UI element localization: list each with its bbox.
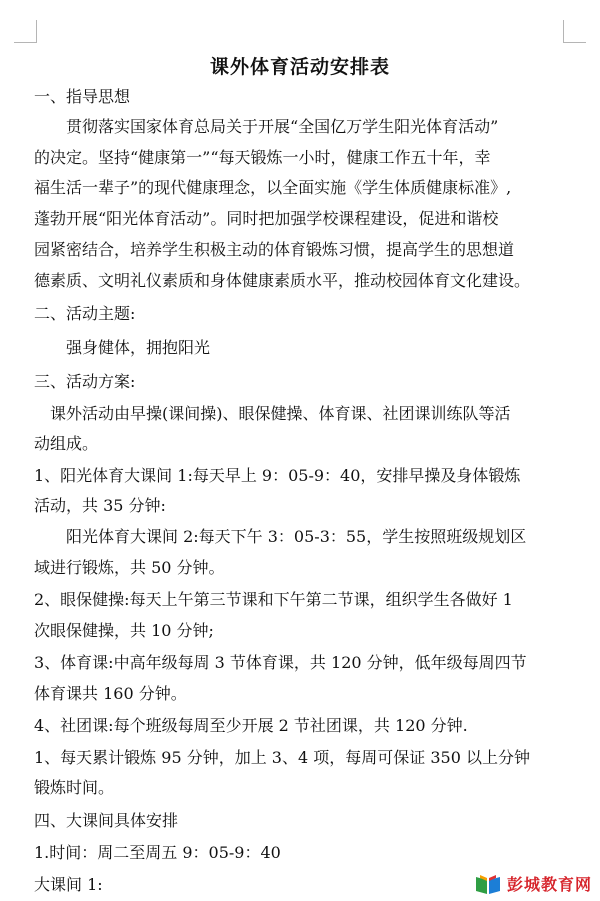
open-book-logo-icon bbox=[475, 873, 501, 895]
theme-text: 强身健体，拥抱阳光 bbox=[66, 338, 211, 357]
paragraph-line: 园紧密结合，培养学生积极主动的体育锻炼习惯，提高学生的思想道 bbox=[34, 240, 515, 259]
list-item-continuation: 活动，共 35 分钟: bbox=[34, 496, 166, 515]
section-heading: 三、活动方案: bbox=[34, 372, 136, 391]
paragraph-line: 动组成。 bbox=[34, 434, 99, 453]
list-item: 阳光体育大课间 2:每天下午 3：05-3：55，学生按照班级规划区 bbox=[66, 527, 527, 546]
page-corner-mark-top-left bbox=[14, 20, 37, 43]
schedule-label: 大课间 1: bbox=[34, 875, 103, 894]
list-item: 3、体育课:中高年级每周 3 节体育课，共 120 分钟，低年级每周四节 bbox=[34, 653, 527, 672]
paragraph-line: 贯彻落实国家体育总局关于开展“全国亿万学生阳光体育活动” bbox=[66, 117, 499, 136]
schedule-time: 1.时间：周二至周五 9：05-9：40 bbox=[34, 843, 281, 862]
section-heading: 四、大课间具体安排 bbox=[34, 811, 179, 830]
list-item: 1、阳光体育大课间 1:每天早上 9：05-9：40，安排早操及身体锻炼 bbox=[34, 466, 521, 485]
document-title: 课外体育活动安排表 bbox=[209, 56, 390, 78]
list-item-continuation: 体育课共 160 分钟。 bbox=[34, 684, 187, 703]
paragraph-line: 的决定。坚持“健康第一”“每天锻炼一小时，健康工作五十年，幸 bbox=[34, 148, 491, 167]
section-heading: 一、指导思想 bbox=[34, 87, 131, 106]
watermark-text: 彭城教育网 bbox=[506, 875, 592, 894]
paragraph-line: 蓬勃开展“阳光体育活动”。同时把加强学校课程建设，促进和谐校 bbox=[34, 209, 499, 228]
list-item-continuation: 次眼保健操，共 10 分钟; bbox=[34, 621, 214, 640]
list-item: 4、社团课:每个班级每周至少开展 2 节社团课，共 120 分钟. bbox=[34, 716, 468, 735]
list-item-continuation: 锻炼时间。 bbox=[34, 778, 115, 797]
page-corner-mark-top-right bbox=[563, 20, 586, 43]
paragraph-line: 福生活一辈子”的现代健康理念，以全面实施《学生体质健康标准》, bbox=[34, 178, 512, 197]
list-item-continuation: 域进行锻炼，共 50 分钟。 bbox=[34, 558, 225, 577]
site-watermark bbox=[475, 872, 592, 895]
paragraph-line: 课外活动由早操(课间操)、眼保健操、体育课、社团课训练队等活 bbox=[50, 404, 511, 423]
section-heading: 二、活动主题: bbox=[34, 304, 136, 323]
list-item: 1、每天累计锻炼 95 分钟，加上 3、4 项，每周可保证 350 以上分钟 bbox=[34, 748, 530, 767]
paragraph-line: 德素质、文明礼仪素质和身体健康素质水平，推动校园体育文化建设。 bbox=[34, 271, 531, 290]
list-item: 2、眼保健操:每天上午第三节课和下午第二节课，组织学生各做好 1 bbox=[34, 590, 513, 609]
